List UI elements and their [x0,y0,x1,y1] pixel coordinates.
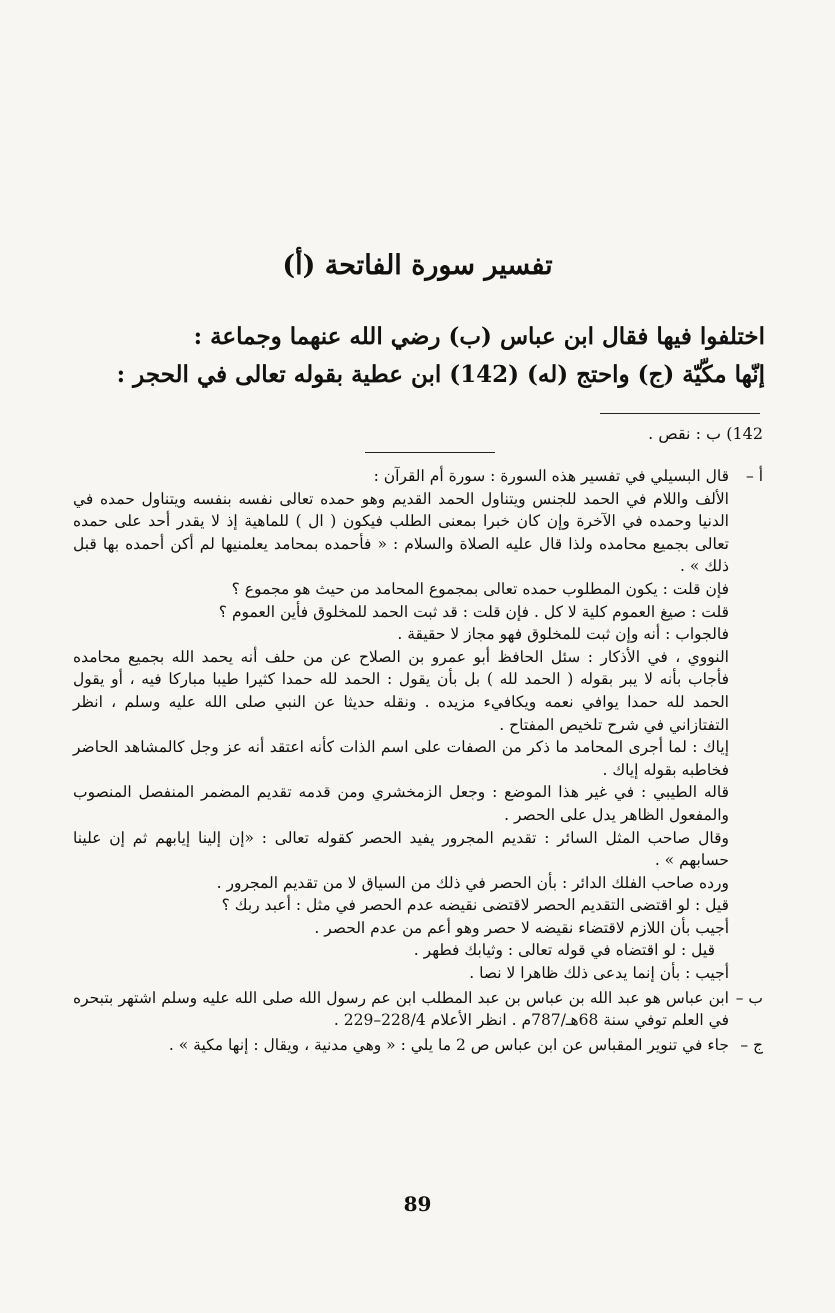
note-paragraph: فإن قلت : يكون المطلوب حمده تعالى بمجموع المحامد من حيث هو مجموع ؟ [231,579,729,598]
note-paragraph: فالجواب : أنه وإن ثبت للمخلوق فهو مجاز لا حقيقة . [397,625,729,644]
note-paragraph: قاله الطيبي : في غير هذا الموضع : وجعل الزمخشري ومن قدمه تقديم المضمر المنفصل المنصوب والمفعول الظاهر يدل على الحصر . [73,783,729,824]
footnote-divider [600,413,760,414]
note-paragraph: أجيب : بأن إنما يدعى ذلك ظاهرا لا نصا . [469,964,729,983]
note-a [73,465,763,985]
intro-line: اختلفوا فيها فقال ابن عباس (ب) رضي الله عنهما وجماعة : [193,323,765,350]
note-paragraph: الألف واللام في الحمد للجنس ويتناول الحمد القديم وهو حمده تعالى نفسه بنفسه ويتناول حمده في الدنيا وحمده في الآخرة وإن كان خبرا بمعنى الطلب فيكون ( ال ) للماهية إذ لا يقدر أحد على حمده تعالى بجميع محامده ولذا قال عليه الصلاة والسلام : « فأحمده بمحامد يعلمنيها لم أكن أحمده بها قبل ذلك » . [73,489,729,576]
note-paragraph: قلت : صيغ العموم كلية لا كل . فإن قلت : قد ثبت الحمد للمخلوق فأين العموم ؟ [218,602,729,621]
note-paragraph: جاء في تنوير المقباس عن ابن عباس ص 2 ما يلي : « وهي مدنية ، ويقال : إنها مكية » . [168,1035,729,1054]
note-b [73,987,763,1032]
note-paragraph: قيل : لو اقتضاه في قوله تعالى : وثيابك فطهر . [413,941,715,960]
note-marker: أ – [746,467,763,485]
note-paragraph: إياك : لما أجرى المحامد ما ذكر من الصفات على اسم الذات كأنه اعتقد أنه عز وجل كالمشاهد الحاضر فخاطبه بقوله إياك . [73,738,729,779]
intro-text [65,318,765,394]
note-marker: ج – [740,1035,763,1054]
note-paragraph: قال البسيلي في تفسير هذه السورة : سورة أم القرآن : [373,467,729,485]
footnote-142: 142) ب : نقص . [648,424,763,443]
note-paragraph: قيل : لو اقتضى التقديم الحصر لاقتضى نقيضه عدم الحصر في مثل : أعبد ربك ؟ [221,896,729,915]
notes-divider [365,452,495,453]
intro-line: إنّها مكّيّة (ج) واحتج (له) (142) ابن عطية بقوله تعالى في الحجر : [116,361,765,388]
note-paragraph: النووي ، في الأذكار : سئل الحافظ أبو عمرو بن الصلاح عن من حلف أنه يحمد الله بجميع محامده فأجاب بأنه لا يبر بقوله ( الحمد لله ) بل بأن يقول : الحمد لله حمدا كثيرا طيبا مباركا فيه ، أو يقول الحمد لله حمدا يوافي نعمه ويكافيء مزيده . ونقله حديثا عن النبي صلى الله عليه وسلم ، انظر التفتازاني في شرح تلخيص المفتاح . [73,647,729,734]
note-paragraph: ورده صاحب الفلك الدائر : بأن الحصر في ذلك من السياق لا من تقديم المجرور . [216,873,729,892]
surah-title: تفسير سورة الفاتحة (أ) [282,250,553,281]
page-number: 89 [403,1192,432,1216]
note-c [73,1034,763,1057]
note-paragraph: ابن عباس هو عبد الله بن عباس بن عبد المطلب ابن عم رسول الله صلى الله عليه وسلم اشتهر بتبحره في العلم توفي سنة 68هـ/787م . انظر الأعلام 228/4–229 . [73,988,729,1030]
note-marker: ب – [735,988,763,1007]
note-paragraph: وقال صاحب المثل السائر : تقديم المجرور يفيد الحصر كقوله تعالى : «إن إلينا إيابهم ثم إن علينا حسابهم » . [73,828,729,870]
note-paragraph: أجيب بأن اللازم لاقتضاء نقيضه لا حصر وهو أعم من عدم الحصر . [314,918,729,937]
editor-notes [73,465,763,1058]
